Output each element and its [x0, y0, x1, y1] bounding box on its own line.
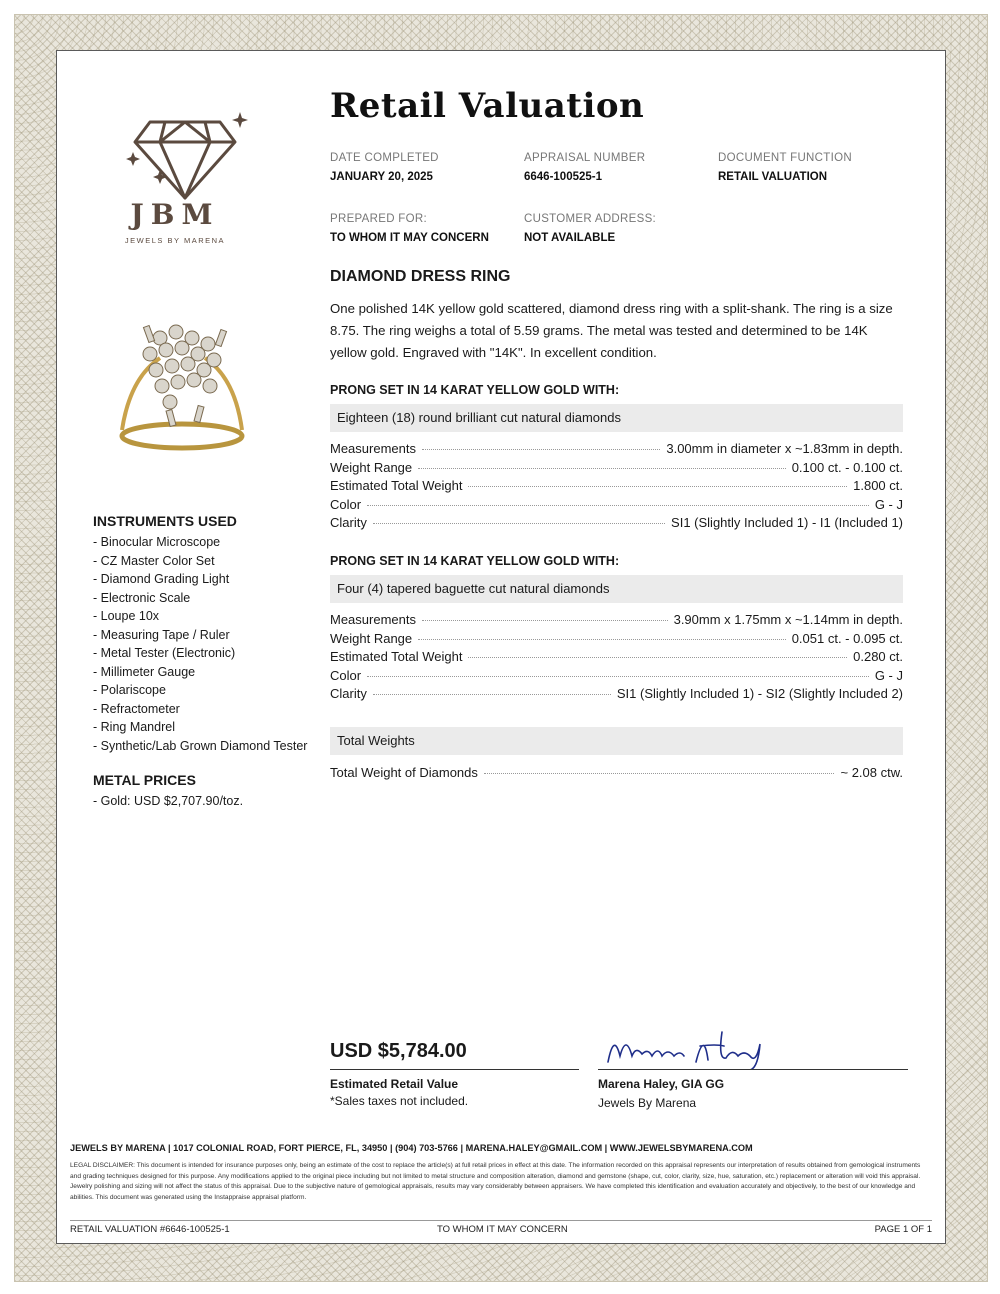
spec-value: G - J — [874, 496, 903, 512]
totals-heading: Total Weights — [330, 727, 903, 755]
meta-appraisal-number — [524, 152, 645, 183]
instruments-list — [93, 533, 323, 755]
logo-monogram: JBM — [130, 198, 220, 231]
meta-value: 6646-100525-1 — [524, 171, 603, 183]
stone-group-heading: PRONG SET IN 14 KARAT YELLOW GOLD WITH: — [330, 383, 620, 397]
spec-label: Clarity — [330, 515, 367, 530]
spec-value: ~ 2.08 ctw. — [840, 765, 903, 780]
spec-label: Color — [330, 667, 362, 683]
meta-customer-address — [524, 213, 656, 244]
stone-group — [330, 554, 903, 705]
footer-recipient: TO WHOM IT MAY CONCERN — [437, 1224, 568, 1235]
instrument-item: - Ring Mandrel — [93, 720, 175, 734]
spec-label: Estimated Total Weight — [330, 649, 463, 664]
instrument-item: - Refractometer — [93, 701, 180, 716]
spec-row — [330, 649, 903, 668]
baguette-gem — [194, 405, 204, 422]
retail-value-label: Estimated Retail Value — [330, 1077, 459, 1091]
value-underline — [330, 1069, 579, 1070]
sales-tax-note: *Sales taxes not included. — [330, 1094, 469, 1108]
ring-photo — [110, 318, 255, 453]
dot-leader — [373, 523, 665, 524]
metal-price-item: - Gold: USD $2,707.90/toz. — [93, 794, 244, 808]
dot-leader — [468, 486, 847, 487]
spec-row — [330, 612, 903, 631]
dot-leader — [418, 639, 786, 640]
stone-group-summary: Eighteen (18) round brilliant cut natural diamonds — [330, 404, 903, 432]
dot-leader — [468, 657, 847, 658]
meta-value: JANUARY 20, 2025 — [330, 171, 433, 183]
total-row — [330, 765, 903, 784]
totals-section — [330, 727, 903, 784]
footer-page-number: PAGE 1 OF 1 — [874, 1224, 932, 1235]
spec-row — [330, 441, 903, 460]
gem — [165, 359, 179, 373]
meta-value: RETAIL VALUATION — [718, 171, 828, 183]
spec-label: Measurements — [330, 612, 416, 627]
instrument-item: - Metal Tester (Electronic) — [93, 646, 236, 660]
item-title: DIAMOND DRESS RING — [330, 268, 511, 285]
meta-value: TO WHOM IT MAY CONCERN — [330, 232, 489, 244]
item-description: One polished 14K yellow gold scattered, diamond dress ring with a split-shank. The ring is a size 8.75. The ring weighs a total of 5.59 grams. The metal was tested and determined to be 14K yellow gold. Engraved with "14K". In excellent condition. — [330, 301, 893, 360]
gem — [171, 375, 185, 389]
dot-leader — [367, 676, 869, 677]
spec-value: 3.90mm x 1.75mm x ~1.14mm in depth. — [673, 612, 903, 627]
spec-label: Estimated Total Weight — [330, 478, 463, 493]
meta-value: NOT AVAILABLE — [524, 232, 616, 244]
dot-leader — [422, 449, 660, 450]
spec-row — [330, 668, 903, 687]
instruments-section — [93, 513, 323, 755]
dot-leader — [367, 505, 869, 506]
gem — [187, 373, 201, 387]
meta-prepared-for — [330, 213, 489, 244]
meta-label: APPRAISAL NUMBER — [524, 152, 646, 164]
meta-label: PREPARED FOR: — [330, 213, 427, 225]
spec-value: G - J — [874, 667, 903, 683]
spec-label: Color — [330, 496, 362, 512]
spec-value: 0.280 ct. — [853, 649, 903, 664]
spec-value: 0.100 ct. - 0.100 ct. — [791, 459, 903, 475]
meta-document-function — [718, 152, 852, 183]
instrument-item: - Electronic Scale — [93, 590, 191, 605]
spec-row — [330, 631, 903, 650]
document-title: Retail Valuation — [330, 86, 645, 126]
gem — [155, 379, 169, 393]
instrument-item: - CZ Master Color Set — [93, 553, 215, 568]
meta-date — [330, 152, 439, 183]
baguette-gem — [143, 325, 154, 342]
signature-underline — [598, 1069, 908, 1070]
meta-label: DOCUMENT FUNCTION — [718, 152, 852, 164]
instrument-item: - Binocular Microscope — [93, 535, 221, 549]
gem — [181, 357, 195, 371]
diamond-icon — [120, 112, 250, 204]
stone-group-heading: PRONG SET IN 14 KARAT YELLOW GOLD WITH: — [330, 554, 620, 568]
meta-label: DATE COMPLETED — [330, 152, 439, 164]
retail-value-amount: USD $5,784.00 — [330, 1040, 467, 1062]
metal-prices-section — [93, 772, 323, 811]
spec-value: SI1 (Slightly Included 1) - SI2 (Slightly Included 2) — [616, 686, 903, 701]
metal-prices-heading: METAL PRICES — [93, 772, 196, 788]
gem — [169, 325, 183, 339]
meta-label: CUSTOMER ADDRESS: — [524, 213, 657, 225]
spec-value: 1.800 ct. — [853, 478, 903, 493]
instruments-heading: INSTRUMENTS USED — [93, 513, 237, 529]
spec-label: Weight Range — [330, 630, 413, 646]
spec-row — [330, 478, 903, 497]
company-logo — [120, 112, 250, 252]
gem — [149, 363, 163, 377]
instrument-item: - Millimeter Gauge — [93, 664, 196, 679]
spec-row — [330, 460, 903, 479]
stone-group — [330, 383, 903, 534]
spec-value: 3.00mm in diameter x ~1.83mm in depth. — [666, 441, 903, 456]
instrument-item: - Measuring Tape / Ruler — [93, 627, 230, 642]
footer-divider — [70, 1220, 932, 1221]
instrument-item: - Polariscope — [93, 683, 166, 697]
dot-leader — [484, 773, 835, 774]
spec-label: Total Weight of Diamonds — [330, 765, 478, 780]
appraiser-company: Jewels By Marena — [598, 1096, 697, 1110]
dot-leader — [422, 620, 668, 621]
baguette-gem — [215, 329, 226, 346]
gem — [175, 341, 189, 355]
gem — [203, 379, 217, 393]
spec-value: SI1 (Slightly Included 1) - I1 (Included 1) — [671, 515, 903, 530]
spec-row — [330, 686, 903, 705]
instrument-item: - Loupe 10x — [93, 609, 160, 623]
gem — [143, 347, 157, 361]
spec-row — [330, 497, 903, 516]
spec-label: Clarity — [330, 686, 367, 701]
instrument-item: - Synthetic/Lab Grown Diamond Tester — [93, 738, 308, 753]
spec-label: Measurements — [330, 441, 416, 456]
spec-value: 0.051 ct. - 0.095 ct. — [791, 630, 903, 646]
spec-label: Weight Range — [330, 459, 413, 475]
dot-leader — [373, 694, 611, 695]
instrument-item: - Diamond Grading Light — [93, 572, 230, 586]
stone-group-summary: Four (4) tapered baguette cut natural diamonds — [330, 575, 903, 603]
appraiser-name: Marena Haley, GIA GG — [598, 1077, 725, 1091]
dot-leader — [418, 468, 786, 469]
company-address: JEWELS BY MARENA | 1017 COLONIAL ROAD, FORT PIERCE, FL, 34950 | (904) 703-5766 | MARENA.HALEY@GMAIL.COM | WWW.JEWELSBYMARENA.COM — [70, 1143, 753, 1153]
logo-tagline: JEWELS BY MARENA — [124, 236, 226, 245]
gem — [159, 343, 173, 357]
gem — [163, 395, 177, 409]
spec-row — [330, 515, 903, 534]
appraiser-signature — [600, 1026, 770, 1070]
legal-disclaimer: LEGAL DISCLAIMER: This document is intended for insurance purposes only, being an estimate of the cost to replace the article(s) at full retail prices in effect at this date. The information recorded on this appraisal represents our interpretation of results obtained from gemological instruments and grading techniques designed for this purpose. Any modifications applied to the original piece including but not limited to metal structure and composition alteration, diamond and gemstone (shape, cut, color, clarity, size, hue, saturation, etc.) replacement or alteration will void this appraisal. Jewelry polishing and sizing will not affect the status of this appraisal. Due to the subjective nature of gemological appraisals, results may vary considerably between appraisers. We have completed this identification and evaluation accurately and objectively, to the best of our knowledge and abilities. This document was generated using the Instappraise appraisal platform. — [70, 1162, 921, 1201]
footer-document-id: RETAIL VALUATION #6646-100525-1 — [70, 1224, 230, 1235]
